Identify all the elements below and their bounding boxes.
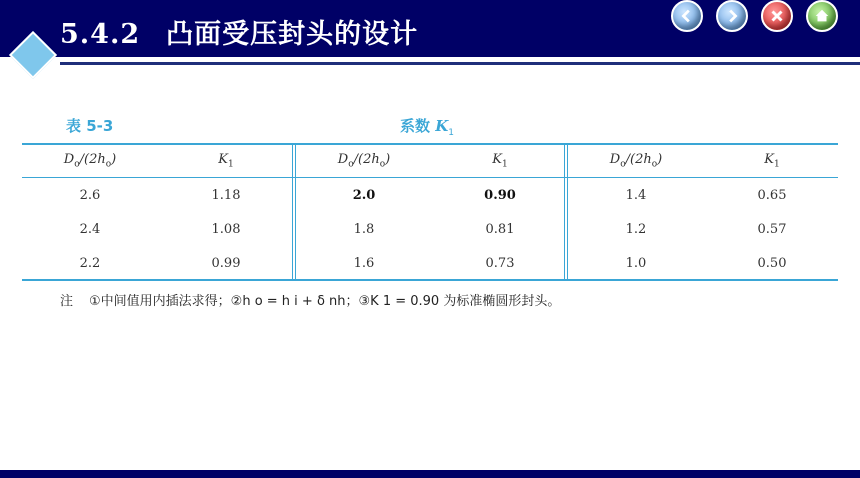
home-button[interactable]	[806, 0, 838, 32]
forward-button[interactable]	[716, 0, 748, 32]
table-top-rule	[22, 143, 838, 145]
caption-prefix: 系数	[400, 117, 436, 135]
table-cell: 2.6	[79, 188, 101, 203]
back-icon	[678, 7, 696, 25]
table-note	[60, 290, 560, 309]
caption-sub: 1	[448, 128, 455, 138]
table-cell: 1.4	[625, 188, 647, 203]
header-d-ratio: $D_o/(2h_o)$	[609, 152, 663, 170]
section-title: 凸面受压封头的设计	[166, 19, 419, 50]
coefficient-table	[22, 143, 838, 281]
table-cell: 2.4	[79, 222, 101, 237]
back-button[interactable]	[671, 0, 703, 32]
table-cell-highlight: 0.90	[484, 188, 516, 203]
table-cell: 1.6	[353, 256, 375, 271]
note-label: 注	[60, 294, 74, 309]
table-cell: 1.0	[625, 256, 647, 271]
table-caption-number: 表 5-3	[66, 117, 114, 135]
header-k1: $K_1$	[218, 152, 234, 170]
note-text: ①中间值用内插法求得；②h o = h i + δ nh；③K 1 = 0.90 为标准椭圆形封头。	[89, 294, 561, 309]
table-cell: 0.73	[485, 256, 515, 271]
table-cell-highlight: 2.0	[352, 188, 376, 203]
table-cell: 2.2	[79, 256, 101, 271]
forward-icon	[723, 7, 741, 25]
table-cell: 0.50	[757, 256, 787, 271]
header-underline	[60, 62, 860, 65]
header-k1: $K_1$	[492, 152, 508, 170]
table-cell: 1.2	[625, 222, 647, 237]
table-cell: 0.99	[211, 256, 241, 271]
table-header-rule	[22, 177, 838, 178]
page-title	[60, 12, 418, 52]
header-k1: $K_1$	[764, 152, 780, 170]
header-d-ratio: $D_o/(2h_o)$	[337, 152, 391, 170]
table-caption-title	[400, 115, 454, 138]
table-bottom-rule	[22, 279, 838, 281]
home-icon	[813, 7, 831, 25]
close-icon	[768, 7, 786, 25]
close-button[interactable]	[761, 0, 793, 32]
header-d-ratio: $D_o/(2h_o)$	[63, 152, 117, 170]
section-number: 5.4.2	[60, 19, 141, 50]
table-cell: 0.65	[757, 188, 787, 203]
table-cell: 0.57	[757, 222, 787, 237]
caption-symbol: K	[435, 117, 449, 135]
table-cell: 1.18	[211, 188, 241, 203]
table-cell: 1.08	[211, 222, 241, 237]
footer-bar	[0, 470, 860, 478]
table-cell: 0.81	[485, 222, 515, 237]
table-cell: 1.8	[353, 222, 375, 237]
